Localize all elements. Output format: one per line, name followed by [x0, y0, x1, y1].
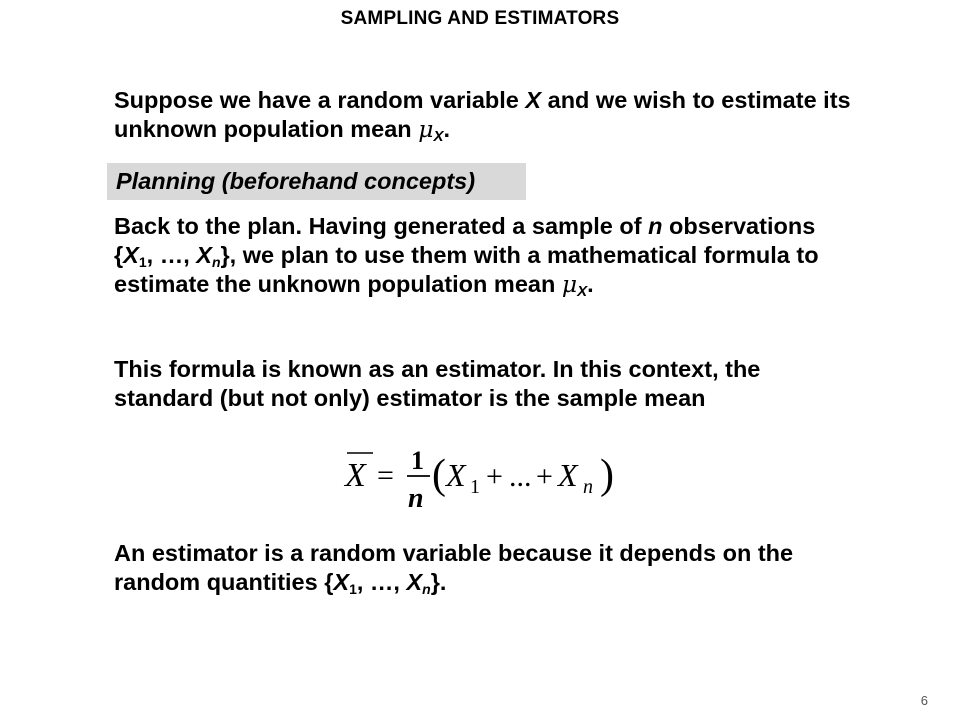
conclusion-period: }. — [430, 569, 447, 595]
fraction-numerator: 1 — [411, 446, 424, 475]
xbar-symbol: X — [345, 457, 366, 494]
plus-sign-2: + — [536, 460, 553, 493]
intro-paragraph — [114, 86, 854, 144]
close-paren: ) — [600, 452, 614, 498]
sample-xn-subscript: n — [422, 581, 431, 597]
sample-mean-formula — [300, 435, 640, 525]
sample-x1-subscript: 1 — [138, 254, 147, 270]
section-heading: Planning (beforehand concepts) — [116, 168, 476, 194]
plan-text-2: observations { — [114, 213, 816, 268]
variable-n: n — [648, 213, 663, 239]
section-heading-box — [107, 163, 526, 200]
term-x1: X — [446, 457, 466, 493]
open-paren: ( — [432, 452, 446, 498]
conclusion-text-1: An estimator is a random variable because it depends on the random quantities { — [114, 540, 794, 595]
mu-symbol: μ — [418, 115, 434, 143]
conclusion-paragraph — [114, 539, 854, 597]
mu-subscript: X — [433, 128, 444, 145]
plus-sign-1: + — [486, 460, 503, 493]
plan-paragraph — [114, 212, 854, 299]
term-xn-subscript: n — [583, 476, 593, 498]
sample-separator: , …, — [146, 242, 197, 268]
fraction-denominator: n — [408, 483, 424, 514]
plan-text-1: Back to the plan. Having generated a sample of — [114, 213, 649, 239]
intro-text-1: Suppose we have a random variable — [114, 87, 526, 113]
term-x1-subscript: 1 — [470, 476, 480, 498]
sample-x1-subscript: 1 — [349, 581, 357, 597]
page-number: 6 — [920, 693, 928, 708]
sample-xn-subscript: n — [211, 254, 221, 270]
sample-x1: X — [123, 242, 139, 268]
sample-x1: X — [333, 569, 350, 595]
intro-period: . — [443, 116, 451, 142]
intro-text-2: and we wish to estimate its unknown population mean — [114, 87, 851, 142]
sample-separator: , …, — [356, 569, 407, 595]
plan-text-3: }, we plan to use them with a mathematical formula to estimate the unknown population mean — [114, 242, 819, 297]
plan-period: . — [587, 271, 594, 297]
sample-xn: X — [406, 569, 423, 595]
mu-subscript: X — [577, 283, 588, 300]
variable-x: X — [525, 87, 542, 113]
slide-title: SAMPLING AND ESTIMATORS — [340, 8, 620, 29]
ellipsis: ... — [509, 460, 532, 493]
sample-xn: X — [196, 242, 212, 268]
term-xn: X — [558, 457, 578, 493]
mu-symbol: μ — [561, 270, 578, 298]
estimator-intro-paragraph: This formula is known as an estimator. In this context, the standard (but not only) estimator is the sample mean — [114, 356, 761, 411]
equals-sign: = — [377, 459, 394, 492]
